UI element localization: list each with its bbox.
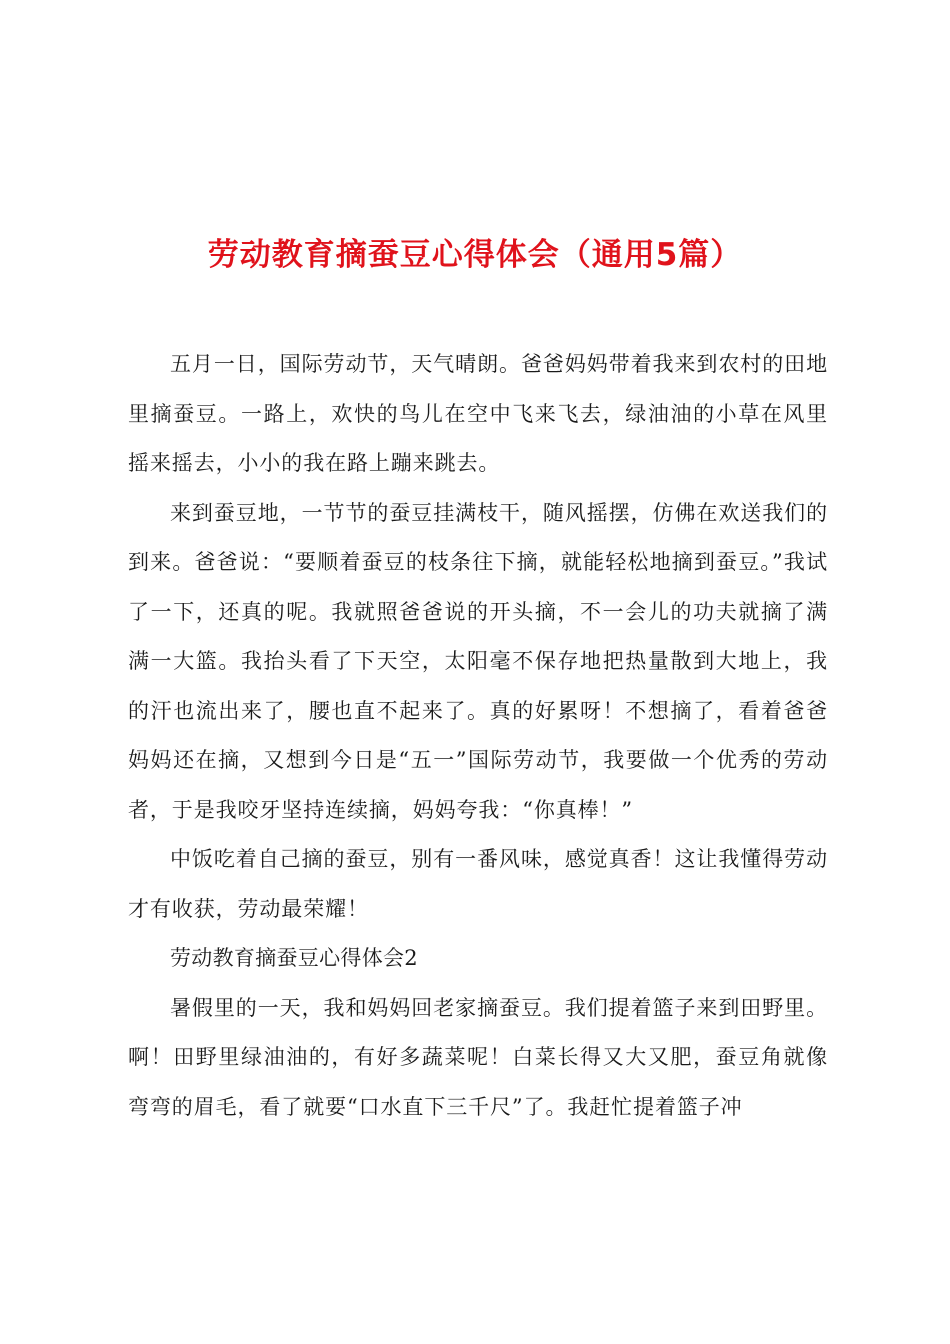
paragraph-3: 中饭吃着自己摘的蚕豆，别有一番风味，感觉真香！这让我懂得劳动才有收获，劳动最荣耀！ [128, 847, 828, 921]
section-subheading: 劳动教育摘蚕豆心得体会2 [170, 946, 418, 970]
paragraph-4: 暑假里的一天，我和妈妈回老家摘蚕豆。我们提着篮子来到田野里。啊！田野里绿油油的，有好多蔬菜呢！白菜长得又大又肥，蚕豆角就像弯弯的眉毛，看了就要“口水直下三千尺”了。我赶忙提着篮子冲 [128, 995, 828, 1119]
document-title: 劳动教育摘蚕豆心得体会（通用5篇） [207, 236, 743, 273]
paragraph-1: 五月一日，国际劳动节，天气晴朗。爸爸妈妈带着我来到农村的田地里摘蚕豆。一路上，欢快的鸟儿在空中飞来飞去，绿油油的小草在风里摇来摇去，小小的我在路上蹦来跳去。 [128, 352, 828, 475]
document-body [128, 340, 828, 1132]
paragraph-2: 来到蚕豆地，一节节的蚕豆挂满枝干，随风摇摆，仿佛在欢送我们的到来。爸爸说：“要顺着蚕豆的枝条往下摘，就能轻松地摘到蚕豆。”我试了一下，还真的呢。我就照爸爸说的开头摘，不一会儿的功夫就摘了满满一大篮。我抬头看了下天空，太阳毫不保存地把热量散到大地上，我的汗也流出来了，腰也直不起来了。真的好累呀！不想摘了，看着爸爸妈妈还在摘，又想到今日是“五一”国际劳动节，我要做一个优秀的劳动者，于是我咬牙坚持连续摘，妈妈夸我：“你真棒！” [128, 500, 828, 822]
